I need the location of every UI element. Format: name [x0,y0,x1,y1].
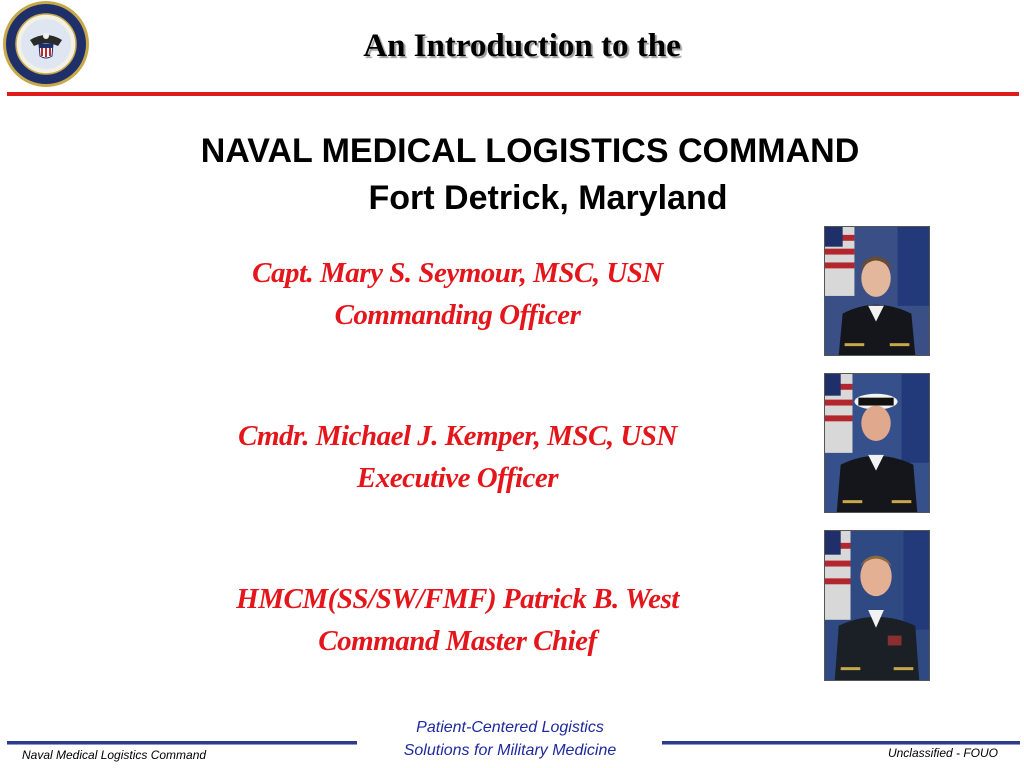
footer-organization: Naval Medical Logistics Command [22,748,207,762]
leader-role: Executive Officer [356,462,559,494]
organization-location: Fort Detrick, Maryland [368,179,728,217]
tagline-line-2: Solutions for Military Medicine [403,742,617,759]
portrait-commanding-officer [824,226,930,356]
footer-classification: Unclassified - FOUO [887,746,998,760]
footer-divider-right [662,741,1020,745]
portrait-command-master-chief [824,530,930,681]
slide-heading: An Introduction to the [363,28,681,64]
header-divider [7,92,1019,96]
leader-executive-officer [140,415,775,499]
leader-role: Commanding Officer [334,299,581,331]
leader-name: Capt. Mary S. Seymour, MSC, USN [252,257,663,289]
portrait-executive-officer [824,373,930,513]
footer-divider-left [7,741,357,745]
tagline-line-1: Patient-Centered Logistics [416,719,604,736]
leader-role: Command Master Chief [318,625,597,657]
leader-command-master-chief [140,578,775,662]
leader-name: Cmdr. Michael J. Kemper, MSC, USN [238,420,677,452]
leader-commanding-officer [140,252,775,336]
footer-tagline [360,716,660,762]
leader-name: HMCM(SS/SW/FMF) Patrick B. West [236,583,679,615]
organization-name: NAVAL MEDICAL LOGISTICS COMMAND [200,132,860,170]
